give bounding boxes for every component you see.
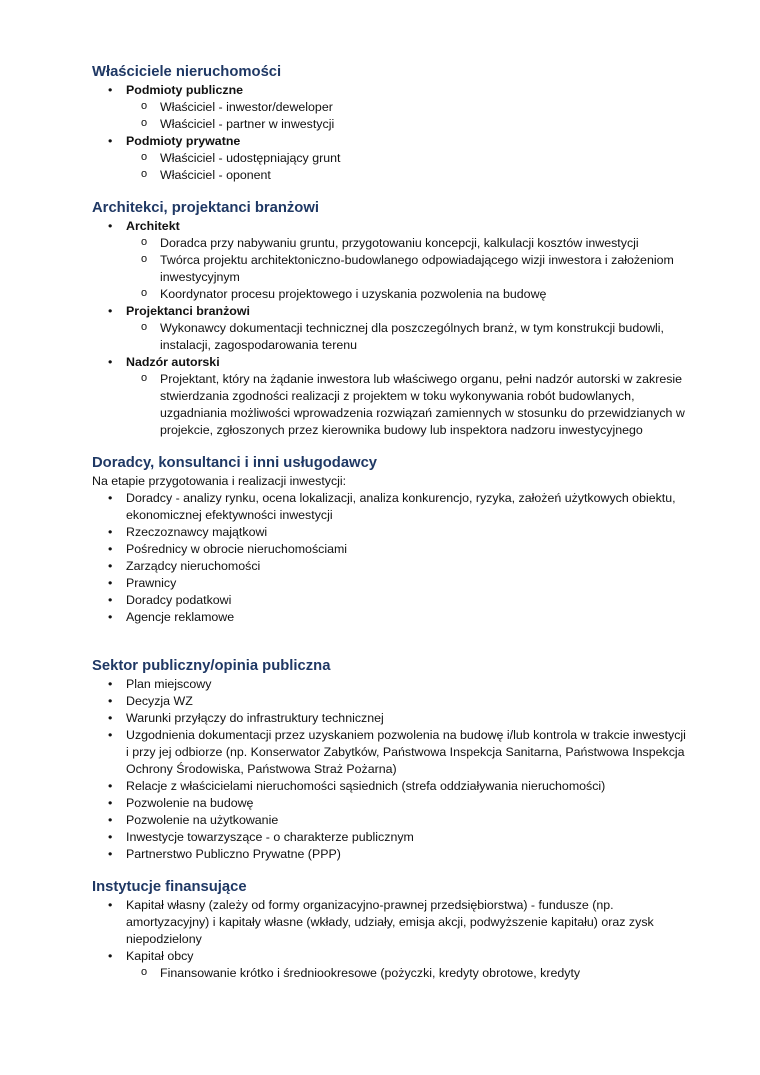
sub-list-item: o Wykonawcy dokumentacji technicznej dla poszczególnych branż, w tym konstrukcji budowli, instalacji, zagospodarowania terenu	[92, 320, 692, 354]
bullet-list	[92, 82, 692, 184]
group-label: Nadzór autorski	[126, 355, 220, 369]
sub-list	[126, 99, 692, 133]
sub-list	[126, 150, 692, 184]
list-item	[92, 82, 692, 133]
list-item	[92, 133, 692, 184]
section-architects	[92, 198, 692, 439]
group-label: Projektanci branżowi	[126, 304, 250, 318]
section-title: Doradcy, konsultanci i inni usługodawcy	[92, 455, 378, 471]
list-item: • Kapitał własny (zależy od formy organizacyjno-prawnej przedsiębiorstwa) - fundusze (np. amortyzacyjny) i kapitały własne (wkłady, udziały, emisja akcji, podwyższenie kapitału) oraz zysk niepodzielony	[92, 897, 692, 948]
list-item: • Prawnicy	[92, 575, 692, 592]
sub-list	[126, 965, 692, 982]
group-label: Podmioty prywatne	[126, 134, 241, 148]
list-item: • Zarządcy nieruchomości	[92, 558, 692, 575]
section-title: Sektor publiczny/opinia publiczna	[92, 658, 331, 674]
bullet-list	[92, 490, 692, 626]
list-item: • Plan miejscowy	[92, 676, 692, 693]
list-item: • Partnerstwo Publiczno Prywatne (PPP)	[92, 846, 692, 863]
list-item: • Doradcy podatkowi	[92, 592, 692, 609]
list-item: • Uzgodnienia dokumentacji przez uzyskaniem pozwolenia na budowę i/lub kontrola w trakcie inwestycji i przy jej odbiorze (np. Konserwator Zabytków, Państwowa Inspekcja Sanitarna, Państwowa Inspekcja Ochrony Środowiska, Państwowa Straż Pożarna)	[92, 727, 692, 778]
sub-list-item: o Właściciel - oponent	[92, 167, 692, 184]
sub-list-item: o Finansowanie krótko i średniookresowe (pożyczki, kredyty obrotowe, kredyty	[92, 965, 692, 982]
list-item: • Pośrednicy w obrocie nieruchomościami	[92, 541, 692, 558]
list-item: • Relacje z właścicielami nieruchomości sąsiednich (strefa oddziaływania nieruchomości)	[92, 778, 692, 795]
bullet-list	[92, 676, 692, 863]
bullet-list	[92, 897, 692, 982]
sub-list-item: o Właściciel - partner w inwestycji	[92, 116, 692, 133]
section-title: Instytucje finansujące	[92, 879, 247, 895]
group-label: Kapitał obcy	[126, 949, 194, 963]
sub-list	[126, 320, 692, 354]
sub-list-item: o Koordynator procesu projektowego i uzyskania pozwolenia na budowę	[92, 286, 692, 303]
list-item: • Warunki przyłączy do infrastruktury technicznej	[92, 710, 692, 727]
sub-list-item: o Twórca projektu architektoniczno-budowlanego odpowiadającego wizji inwestora i założeniom inwestycyjnym	[92, 252, 692, 286]
sub-list-item: o Właściciel - inwestor/deweloper	[92, 99, 692, 116]
section-title: Architekci, projektanci branżowi	[92, 200, 319, 216]
section-owners	[92, 62, 692, 184]
sub-list-item: o Doradca przy nabywaniu gruntu, przygotowaniu koncepcji, kalkulacji kosztów inwestycji	[92, 235, 692, 252]
list-item: • Decyzja WZ	[92, 693, 692, 710]
list-item: • Pozwolenie na użytkowanie	[92, 812, 692, 829]
section-advisors	[92, 453, 692, 626]
list-item: • Rzeczoznawcy majątkowi	[92, 524, 692, 541]
sub-list-item: o Projektant, który na żądanie inwestora lub właściwego organu, pełni nadzór autorski w zakresie stwierdzania zgodności realizacji z projektem w toku wykonywania robót budowlanych, uzgadniania możliwości wprowadzenia rozwiązań zamiennych w stosunku do przewidzianych w projekcie, zgłoszonych przez kierownika budowy lub inspektora nadzoru inwestycyjnego	[92, 371, 692, 439]
list-item	[92, 303, 692, 354]
group-label: Podmioty publiczne	[126, 83, 244, 97]
sub-list	[126, 235, 692, 303]
section-financing	[92, 877, 692, 982]
section-title: Właściciele nieruchomości	[92, 64, 282, 80]
list-item	[92, 354, 692, 439]
list-item	[92, 948, 692, 982]
group-label: Architekt	[126, 219, 180, 233]
document-content	[92, 62, 692, 996]
list-item: • Inwestycje towarzyszące - o charakterze publicznym	[92, 829, 692, 846]
list-item: • Agencje reklamowe	[92, 609, 692, 626]
sub-list-item: o Właściciel - udostępniający grunt	[92, 150, 692, 167]
bullet-list	[92, 218, 692, 439]
sub-list	[126, 371, 692, 439]
list-item: • Doradcy - analizy rynku, ocena lokalizacji, analiza konkurencjo, ryzyka, założeń użytkowych obiektu, ekonomicznej efektywności inwestycji	[92, 490, 692, 524]
section-intro: Na etapie przygotowania i realizacji inwestycji:	[92, 474, 347, 488]
list-item	[92, 218, 692, 303]
section-public-sector	[92, 656, 692, 863]
list-item: • Pozwolenie na budowę	[92, 795, 692, 812]
